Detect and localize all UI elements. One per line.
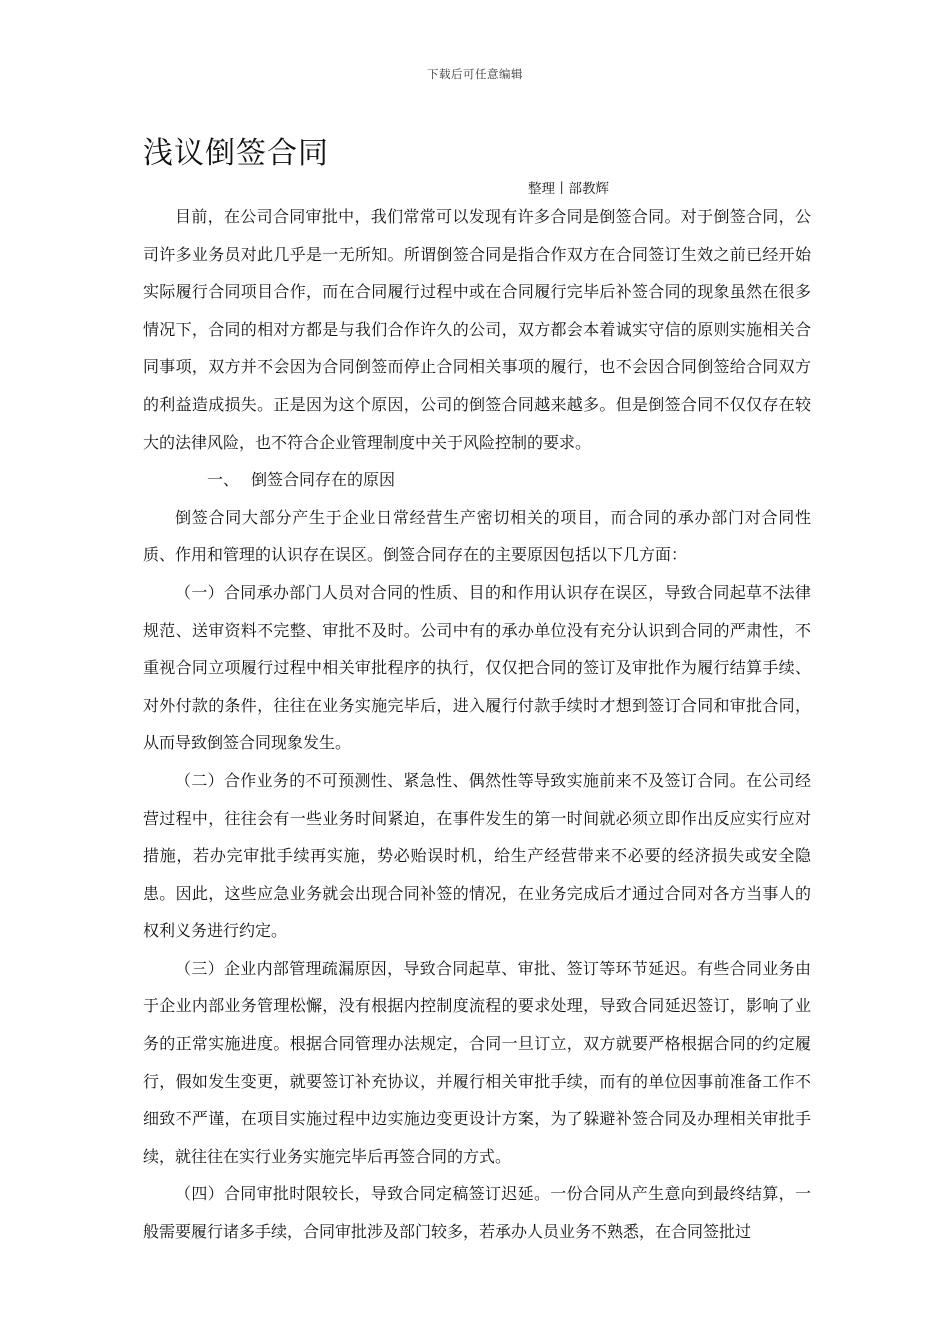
document-body [143, 198, 811, 1251]
section-title: 倒签合同存在的原因 [251, 470, 396, 490]
paragraph-intro: 目前，在公司合同审批中，我们常常可以发现有许多合同是倒签合同。对于倒签合同，公司许多业务员对此几乎是一无所知。所谓倒签合同是指合作双方在合同签订生效之前已经开始实际履行合同项目合作，而在合同履行过程中或在合同履行完毕后补签合同的现象虽然在很多情况下，合同的相对方都是与我们合作许久的公司，双方都会本着诚实守信的原则实施相关合同事项，双方并不会因为合同倒签而停止合同相关事项的履行，也不会因合同倒签给合同双方的利益造成损失。正是因为这个原因，公司的倒签合同越来越多。但是倒签合同不仅仅存在较大的法律风险，也不符合企业管理制度中关于风险控制的要求。 [143, 207, 811, 452]
paragraph: 倒签合同大部分产生于企业日常经营生产密切相关的项目，而合同的承办部门对合同性质、作用和管理的认识存在误区。倒签合同存在的主要原因包括以下几方面： [143, 507, 811, 565]
section-heading [143, 461, 811, 499]
paragraph: （三）企业内部管理疏漏原因，导致合同起草、审批、签订等环节延迟。有些合同业务由于企业内部业务管理松懈，没有根据内控制度流程的要求处理，导致合同延迟签订，影响了业务的正常实施进度。根据合同管理办法规定，合同一旦订立，双方就要严格根据合同的约定履行，假如发生变更，就要签订补充协议，并履行相关审批手续，而有的单位因事前准备工作不细致不严谨，在项目实施过程中边实施边变更设计方案，为了躲避补签合同及办理相关审批手续，就往往在实行业务实施完毕后再签合同的方式。 [143, 958, 811, 1166]
paragraph: （二）合作业务的不可预测性、紧急性、偶然性等导致实施前来不及签订合同。在公司经营过程中，往往会有一些业务时间紧迫，在事件发生的第一时间就必须立即作出反应实行应对措施，若办完审批手续再实施，势必贻误时机，给生产经营带来不必要的经济损失或安全隐患。因此，这些应急业务就会出现合同补签的情况，在业务完成后才通过合同对各方当事人的权利义务进行约定。 [143, 770, 811, 941]
paragraph: （四）合同审批时限较长，导致合同定稿签订迟延。一份合同从产生意向到最终结算，一般需要履行诸多手续，合同审批涉及部门较多，若承办人员业务不熟悉，在合同签批过 [143, 1184, 811, 1242]
section-number: 一、 [207, 470, 240, 490]
page-title: 浅议倒签合同 [143, 136, 329, 171]
author-line: 整理丨部教辉 [528, 181, 609, 197]
paragraph: （一）合同承办部门人员对合同的性质、目的和作用认识存在误区，导致合同起草不法律规范、送审资料不完整、审批不及时。公司中有的承办单位没有充分认识到合同的严肃性，不重视合同立项履行过程中相关审批程序的执行，仅仅把合同的签订及审批作为履行结算手续、对外付款的条件，往往在业务实施完毕后，进入履行付款手续时才想到签订合同和审批合同，从而导致倒签合同现象发生。 [143, 582, 811, 753]
header-note: 下载后可任意编辑 [427, 67, 523, 81]
